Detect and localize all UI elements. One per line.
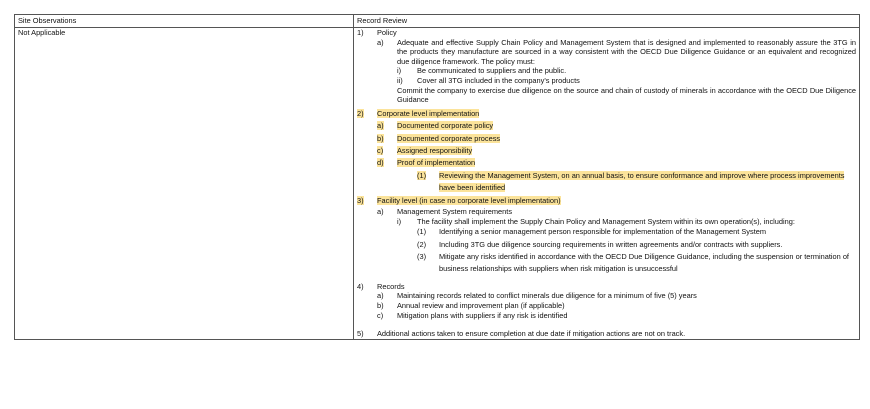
header-record-review: Record Review (354, 15, 860, 28)
section-2b-text: Documented corporate process (397, 133, 501, 143)
section-3a-i-2-text: Including 3TG due diligence sourcing requirements in written agreements and/or contracts with suppliers. (439, 239, 783, 249)
section-3a-i-3 (417, 251, 856, 276)
section-3a-i-3-number: (3) (417, 252, 427, 261)
section-4a (377, 291, 856, 301)
table-header-row (15, 15, 860, 28)
section-2a-number: a) (377, 121, 384, 131)
section-1a-ii (397, 76, 856, 86)
section-4-title: Records (377, 281, 405, 291)
section-2-number: 2) (357, 108, 364, 118)
section-3a-i-1 (417, 226, 856, 238)
section-3-number: 3) (357, 195, 364, 205)
section-4-number: 4) (357, 281, 364, 291)
section-4a-text: Maintaining records related to conflict minerals due diligence for a minimum of five (5) years (397, 291, 697, 301)
site-observation-cell (15, 28, 354, 340)
section-3a-i-1-number: (1) (417, 227, 427, 237)
section-2d (377, 157, 856, 169)
section-3a-i-number: i) (397, 216, 402, 226)
section-4a-number: a) (377, 291, 384, 301)
section-1-title: Policy (377, 28, 397, 37)
record-review-cell (354, 28, 860, 340)
section-2d-text: Proof of implementation (397, 158, 476, 168)
section-2c-number: c) (377, 145, 384, 155)
section-1a-number: a) (377, 37, 384, 47)
section-5-number: 5) (357, 329, 364, 339)
section-2a-text: Documented corporate policy (397, 121, 494, 131)
section-3a (377, 207, 856, 217)
section-4c (377, 311, 856, 321)
section-2d-number: d) (377, 158, 384, 168)
section-3a-number: a) (377, 207, 384, 216)
section-4b-number: b) (377, 301, 384, 310)
header-site-observations: Site Observations (15, 15, 354, 28)
record-review-table (14, 14, 860, 340)
site-observation-value: Not Applicable (18, 28, 66, 37)
section-1a-i-text: Be communicated to suppliers and the public. (417, 66, 567, 76)
section-1a-text: Adequate and effective Supply Chain Policy and Management System that is designed and implemented to reasonably assure the 3TG in the products they manufacture are sourced in a way consistent with the OECD Due Diligence Guidance or an equivalent and recognized due diligence framework. The policy must: (397, 37, 856, 66)
section-3a-i-3-text: Mitigate any risks identified in accordance with the OECD Due Diligence Guidance, including the suspension or termination of business relationships with suppliers when risk mitigation is unsuccessful (439, 252, 849, 274)
section-3a-i-2 (417, 239, 856, 251)
section-5-text: Additional actions taken to ensure completion at due date if mitigation actions are not on track. (377, 329, 686, 339)
section-2d-1 (417, 170, 856, 195)
section-2d-1-number: (1) (417, 170, 427, 180)
section-4-records (357, 282, 856, 292)
section-2d-1-text: Reviewing the Management System, on an annual basis, to ensure conformance and improve where process improvements have been identified (439, 170, 845, 193)
section-4b (377, 301, 856, 311)
section-4c-text: Mitigation plans with suppliers if any risk is identified (397, 310, 568, 320)
section-1a-i (397, 66, 856, 76)
section-3a-text: Management System requirements (397, 207, 513, 216)
section-3a-i-2-number: (2) (417, 239, 427, 249)
section-1a-i-number: i) (397, 66, 402, 76)
table-row (15, 28, 860, 340)
section-2-corporate (357, 108, 856, 120)
section-2b (377, 133, 856, 145)
section-1-number: 1) (357, 28, 364, 37)
section-4c-number: c) (377, 310, 384, 320)
section-1a (377, 38, 856, 67)
section-2c (377, 145, 856, 157)
section-3a-i-1-text: Identifying a senior management person responsible for implementation of the Management System (439, 227, 767, 237)
section-4b-text: Annual review and improvement plan (if applicable) (397, 301, 565, 310)
section-3-facility (357, 195, 856, 207)
section-2a (377, 120, 856, 132)
section-1-policy (357, 28, 856, 38)
section-1a-ii-text: Cover all 3TG included in the company's products (417, 75, 580, 85)
section-2b-number: b) (377, 133, 384, 143)
section-3-title: Facility level (in case no corporate level implementation) (377, 195, 561, 205)
section-3a-i-text: The facility shall implement the Supply Chain Policy and Management System within its own operation(s), including: (417, 216, 795, 226)
section-3a-i (397, 217, 856, 227)
section-1a-commit: Commit the company to exercise due diligence on the source and chain of custody of minerals in accordance with the OECD Due Diligence Guidance (397, 85, 856, 105)
section-5-additional-actions (357, 329, 856, 339)
section-2-title: Corporate level implementation (377, 108, 480, 118)
section-1a-ii-number: ii) (397, 75, 403, 85)
section-2c-text: Assigned responsibility (397, 145, 473, 155)
